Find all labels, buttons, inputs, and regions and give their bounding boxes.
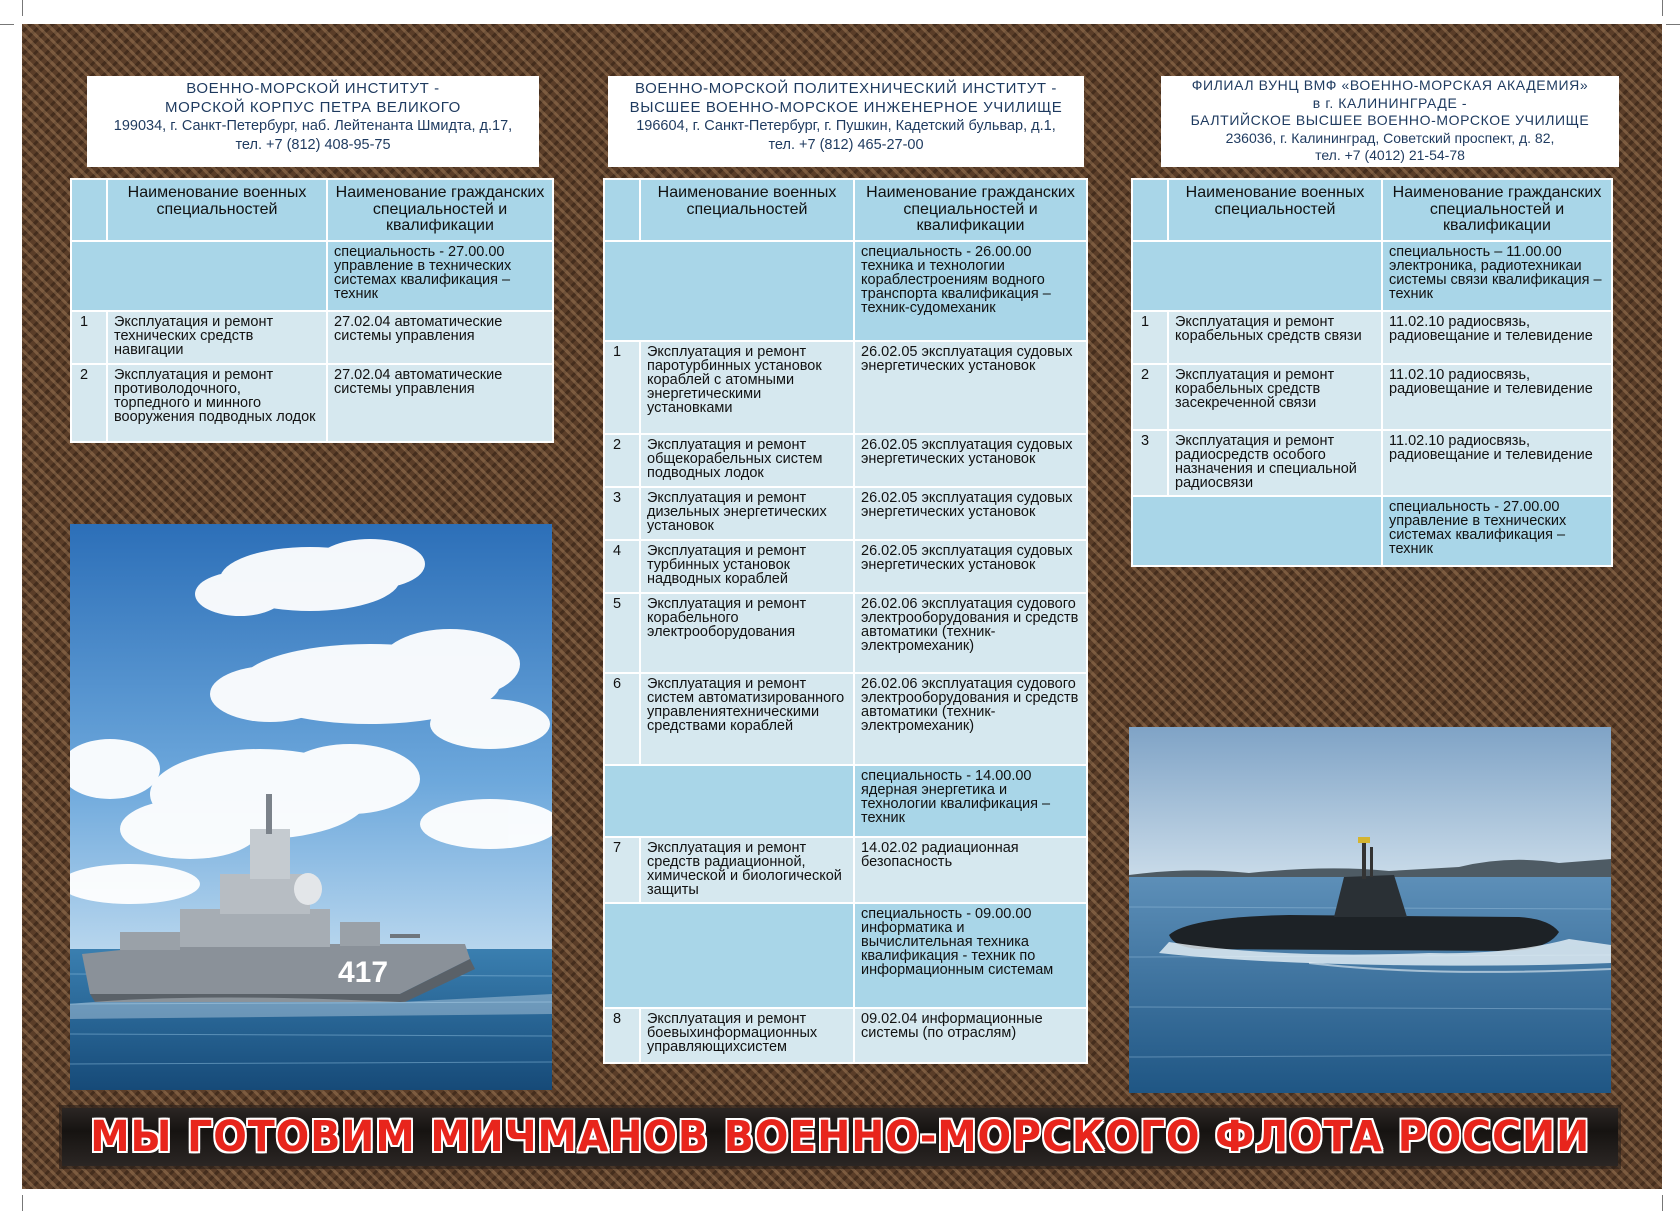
- military-specialty: Эксплуатация и ремонт турбинных установок надводных кораблей: [640, 540, 854, 593]
- military-specialty: Эксплуатация и ремонт дизельных энергетических установок: [640, 487, 854, 540]
- institute-2-header: [608, 76, 1084, 167]
- submarine-illustration: [1129, 727, 1611, 1093]
- header-military: Наименование военных специальностей: [640, 179, 854, 241]
- specialty-group: специальность - 26.00.00 техника и технологии кораблестроениям водного транспорта квалификация – техник-судомеханик: [854, 241, 1087, 341]
- row-num: 5: [604, 593, 640, 673]
- specialty-group: специальность - 14.00.00 ядерная энергетика и технологии квалификация – техник: [854, 765, 1087, 837]
- crop-mark: [1666, 24, 1680, 25]
- crop-mark: [0, 24, 14, 25]
- row-num: 4: [604, 540, 640, 593]
- row-num: 2: [1132, 364, 1168, 430]
- military-specialty: Эксплуатация и ремонт корабельных средств засекреченной связи: [1168, 364, 1382, 430]
- crop-mark: [1662, 0, 1663, 16]
- civil-specialty: 09.02.04 информационные системы (по отраслям): [854, 1008, 1087, 1063]
- header-num: [71, 179, 107, 241]
- header-military: Наименование военных специальностей: [1168, 179, 1382, 241]
- institute-3-name: ФИЛИАЛ ВУНЦ ВМФ «ВОЕННО-МОРСКАЯ АКАДЕМИЯ»: [1191, 77, 1589, 93]
- specialty-group: специальность - 27.00.00 управление в технических системах квалификация – техник: [1382, 496, 1612, 566]
- specialty-group: специальность – 11.00.00 электроника, радиотехникаи системы связи квалификация – техник: [1382, 241, 1612, 311]
- institute-3-name-2: БАЛТИЙСКОЕ ВЫСШЕЕ ВОЕННО-МОРСКОЕ УЧИЛИЩЕ: [1190, 112, 1590, 128]
- civil-specialty: 11.02.10 радиосвязь, радиовещание и телевидение: [1382, 364, 1612, 430]
- civil-specialty: 27.02.04 автоматические системы управления: [327, 311, 553, 364]
- crop-mark: [22, 1195, 23, 1211]
- crop-mark: [1662, 1195, 1663, 1211]
- civil-specialty: 26.02.05 эксплуатация судовых энергетических установок: [854, 487, 1087, 540]
- submarine-photo: [1129, 727, 1611, 1093]
- slogan-text: МЫ ГОТОВИМ МИЧМАНОВ ВОЕННО-МОРСКОГО ФЛОТА РОССИИ: [90, 1112, 1590, 1162]
- civil-specialty: 26.02.05 эксплуатация судовых энергетических установок: [854, 540, 1087, 593]
- civil-specialty: 11.02.10 радиосвязь, радиовещание и телевидение: [1382, 430, 1612, 496]
- institute-3-address: 236036, г. Калининград, Советский проспект, д. 82,: [1225, 129, 1555, 146]
- header-num: [1132, 179, 1168, 241]
- military-specialty: Эксплуатация и ремонт средств радиационной, химической и биологической защиты: [640, 837, 854, 903]
- row-num: 6: [604, 673, 640, 765]
- military-specialty: Эксплуатация и ремонт корабельных средств связи: [1168, 311, 1382, 364]
- institute-1-phone: тел. +7 (812) 408-95-75: [235, 136, 391, 153]
- civil-specialty: 26.02.05 эксплуатация судовых энергетических установок: [854, 341, 1087, 434]
- header-civil: Наименование гражданских специальностей и квалификации: [1382, 179, 1612, 241]
- header-civil: Наименование гражданских специальностей и квалификации: [327, 179, 553, 241]
- row-num: 2: [604, 434, 640, 487]
- row-num: 8: [604, 1008, 640, 1063]
- military-specialty: Эксплуатация и ремонт противолодочного, торпедного и минного вооружения подводных лодок: [107, 364, 327, 442]
- civil-specialty: 14.02.02 радиационная безопасность: [854, 837, 1087, 903]
- institute-1-table: [70, 178, 554, 443]
- institute-1-address: 199034, г. Санкт-Петербург, наб. Лейтенанта Шмидта, д.17,: [113, 118, 513, 134]
- row-num: 1: [71, 311, 107, 364]
- military-specialty: Эксплуатация и ремонт систем автоматизированного управлениятехническими средствами кораблей: [640, 673, 854, 765]
- military-specialty: Эксплуатация и ремонт технических средств навигации: [107, 311, 327, 364]
- military-specialty: Эксплуатация и ремонт боевыхинформационных управляющихсистем: [640, 1008, 854, 1063]
- institute-3-phone: тел. +7 (4012) 21-54-78: [1315, 147, 1465, 163]
- header-military: Наименование военных специальностей: [107, 179, 327, 241]
- specialty-group: специальность - 27.00.00 управление в технических системах квалификация – техник: [327, 241, 553, 311]
- row-num: 2: [71, 364, 107, 442]
- institute-3-table: [1131, 178, 1613, 567]
- row-num: 7: [604, 837, 640, 903]
- header-civil: Наименование гражданских специальностей и квалификации: [854, 179, 1087, 241]
- military-specialty: Эксплуатация и ремонт корабельного электрооборудования: [640, 593, 854, 673]
- institute-2-name-2: ВЫСШЕЕ ВОЕННО-МОРСКОЕ ИНЖЕНЕРНОЕ УЧИЛИЩЕ: [629, 98, 1063, 116]
- civil-specialty: 26.02.05 эксплуатация судовых энергетических установок: [854, 434, 1087, 487]
- header-num: [604, 179, 640, 241]
- institute-3-header: [1161, 76, 1619, 167]
- institute-2-name: ВОЕННО-МОРСКОЙ ПОЛИТЕХНИЧЕСКИЙ ИНСТИТУТ -: [634, 80, 1058, 97]
- frigate-illustration: [70, 524, 552, 1090]
- row-num: 3: [604, 487, 640, 540]
- institute-1-header: [87, 76, 539, 167]
- institute-2-phone: тел. +7 (812) 465-27-00: [768, 136, 924, 153]
- military-specialty: Эксплуатация и ремонт паротурбинных установок кораблей с атомными энергетическими установками: [640, 341, 854, 434]
- frigate-photo: [70, 524, 552, 1090]
- institute-3-city: в г. КАЛИНИНГРАДЕ -: [1312, 94, 1468, 111]
- row-num: 3: [1132, 430, 1168, 496]
- row-num: 1: [604, 341, 640, 434]
- civil-specialty: 11.02.10 радиосвязь, радиовещание и телевидение: [1382, 311, 1612, 364]
- civil-specialty: 26.02.06 эксплуатация судового электрооборудования и средств автоматики (техник-электромеханик): [854, 673, 1087, 765]
- military-specialty: Эксплуатация и ремонт радиосредств особого назначения и специальной радиосвязи: [1168, 430, 1382, 496]
- institute-2-table: [603, 178, 1088, 1064]
- civil-specialty: 27.02.04 автоматические системы управления: [327, 364, 553, 442]
- military-specialty: Эксплуатация и ремонт общекорабельных систем подводных лодок: [640, 434, 854, 487]
- specialty-group: специальность - 09.00.00 информатика и вычислительная техника квалификация - техник по информационным системам: [854, 903, 1087, 1008]
- crop-mark: [22, 0, 23, 16]
- slogan-banner: [62, 1108, 1618, 1166]
- hull-number: 417: [338, 956, 389, 989]
- institute-1-name-2: МОРСКОЙ КОРПУС ПЕТРА ВЕЛИКОГО: [165, 98, 461, 116]
- institute-2-address: 196604, г. Санкт-Петербург, г. Пушкин, Кадетский бульвар, д.1,: [636, 118, 1056, 134]
- civil-specialty: 26.02.06 эксплуатация судового электрооборудования и средств автоматики (техник-электромеханик): [854, 593, 1087, 673]
- institute-1-name: ВОЕННО-МОРСКОЙ ИНСТИТУТ -: [186, 80, 440, 97]
- row-num: 1: [1132, 311, 1168, 364]
